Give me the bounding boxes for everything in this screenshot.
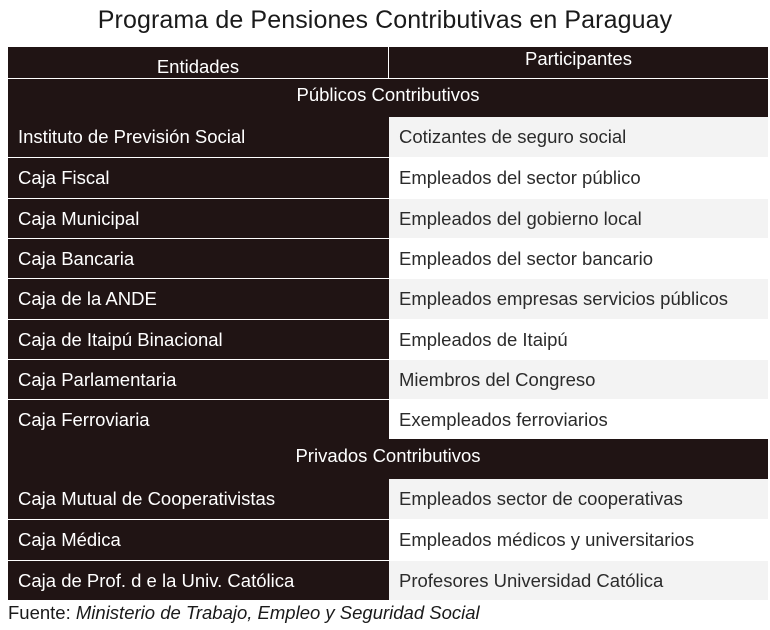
entity-cell: Caja Ferroviaria bbox=[8, 400, 388, 439]
table-row bbox=[8, 561, 768, 600]
participants-cell: Cotizantes de seguro social bbox=[389, 117, 768, 157]
table-row bbox=[8, 360, 768, 399]
page-title: Programa de Pensiones Contributivas en Paraguay bbox=[97, 6, 673, 34]
table-row bbox=[8, 479, 768, 519]
participants-cell: Empleados del sector bancario bbox=[389, 239, 768, 278]
participants-cell: Empleados de Itaipú bbox=[389, 320, 768, 359]
table-row bbox=[8, 279, 768, 319]
table-row bbox=[8, 117, 768, 157]
pension-table bbox=[8, 47, 768, 600]
source-text: Ministerio de Trabajo, Empleo y Seguridad Social bbox=[75, 602, 480, 623]
participants-cell: Empleados médicos y universitarios bbox=[389, 520, 768, 560]
entity-cell: Caja Mutual de Cooperativistas bbox=[8, 479, 388, 519]
entity-cell: Caja de Prof. d e la Univ. Católica bbox=[8, 561, 388, 600]
table-header-row bbox=[8, 47, 768, 79]
column-header-participantes: Participantes bbox=[389, 47, 768, 79]
entity-cell: Caja Bancaria bbox=[8, 239, 388, 278]
entity-cell: Caja Municipal bbox=[8, 199, 388, 238]
source-label: Fuente: bbox=[8, 602, 71, 623]
section-header-privados: Privados Contributivos bbox=[8, 439, 768, 479]
entity-cell: Caja Parlamentaria bbox=[8, 360, 388, 399]
participants-cell: Miembros del Congreso bbox=[389, 360, 768, 399]
entity-cell: Caja de la ANDE bbox=[8, 279, 388, 319]
participants-cell: Empleados del sector público bbox=[389, 158, 768, 198]
entity-cell: Caja de Itaipú Binacional bbox=[8, 320, 388, 359]
table-row bbox=[8, 520, 768, 560]
table-row bbox=[8, 239, 768, 278]
entity-cell: Caja Fiscal bbox=[8, 158, 388, 198]
participants-cell: Empleados del gobierno local bbox=[389, 199, 768, 238]
participants-cell: Empleados sector de cooperativas bbox=[389, 479, 768, 519]
entity-cell: Caja Médica bbox=[8, 520, 388, 560]
table-row bbox=[8, 400, 768, 439]
section-header-publicos: Públicos Contributivos bbox=[8, 79, 768, 117]
table-row bbox=[8, 199, 768, 238]
entity-cell: Instituto de Previsión Social bbox=[8, 117, 388, 157]
table-row bbox=[8, 320, 768, 359]
table-row bbox=[8, 158, 768, 198]
source-note bbox=[8, 602, 480, 624]
participants-cell: Exempleados ferroviarios bbox=[389, 400, 768, 439]
column-header-entidades: Entidades bbox=[8, 47, 388, 79]
participants-cell: Profesores Universidad Católica bbox=[389, 561, 768, 600]
participants-cell: Empleados empresas servicios públicos bbox=[389, 279, 768, 319]
